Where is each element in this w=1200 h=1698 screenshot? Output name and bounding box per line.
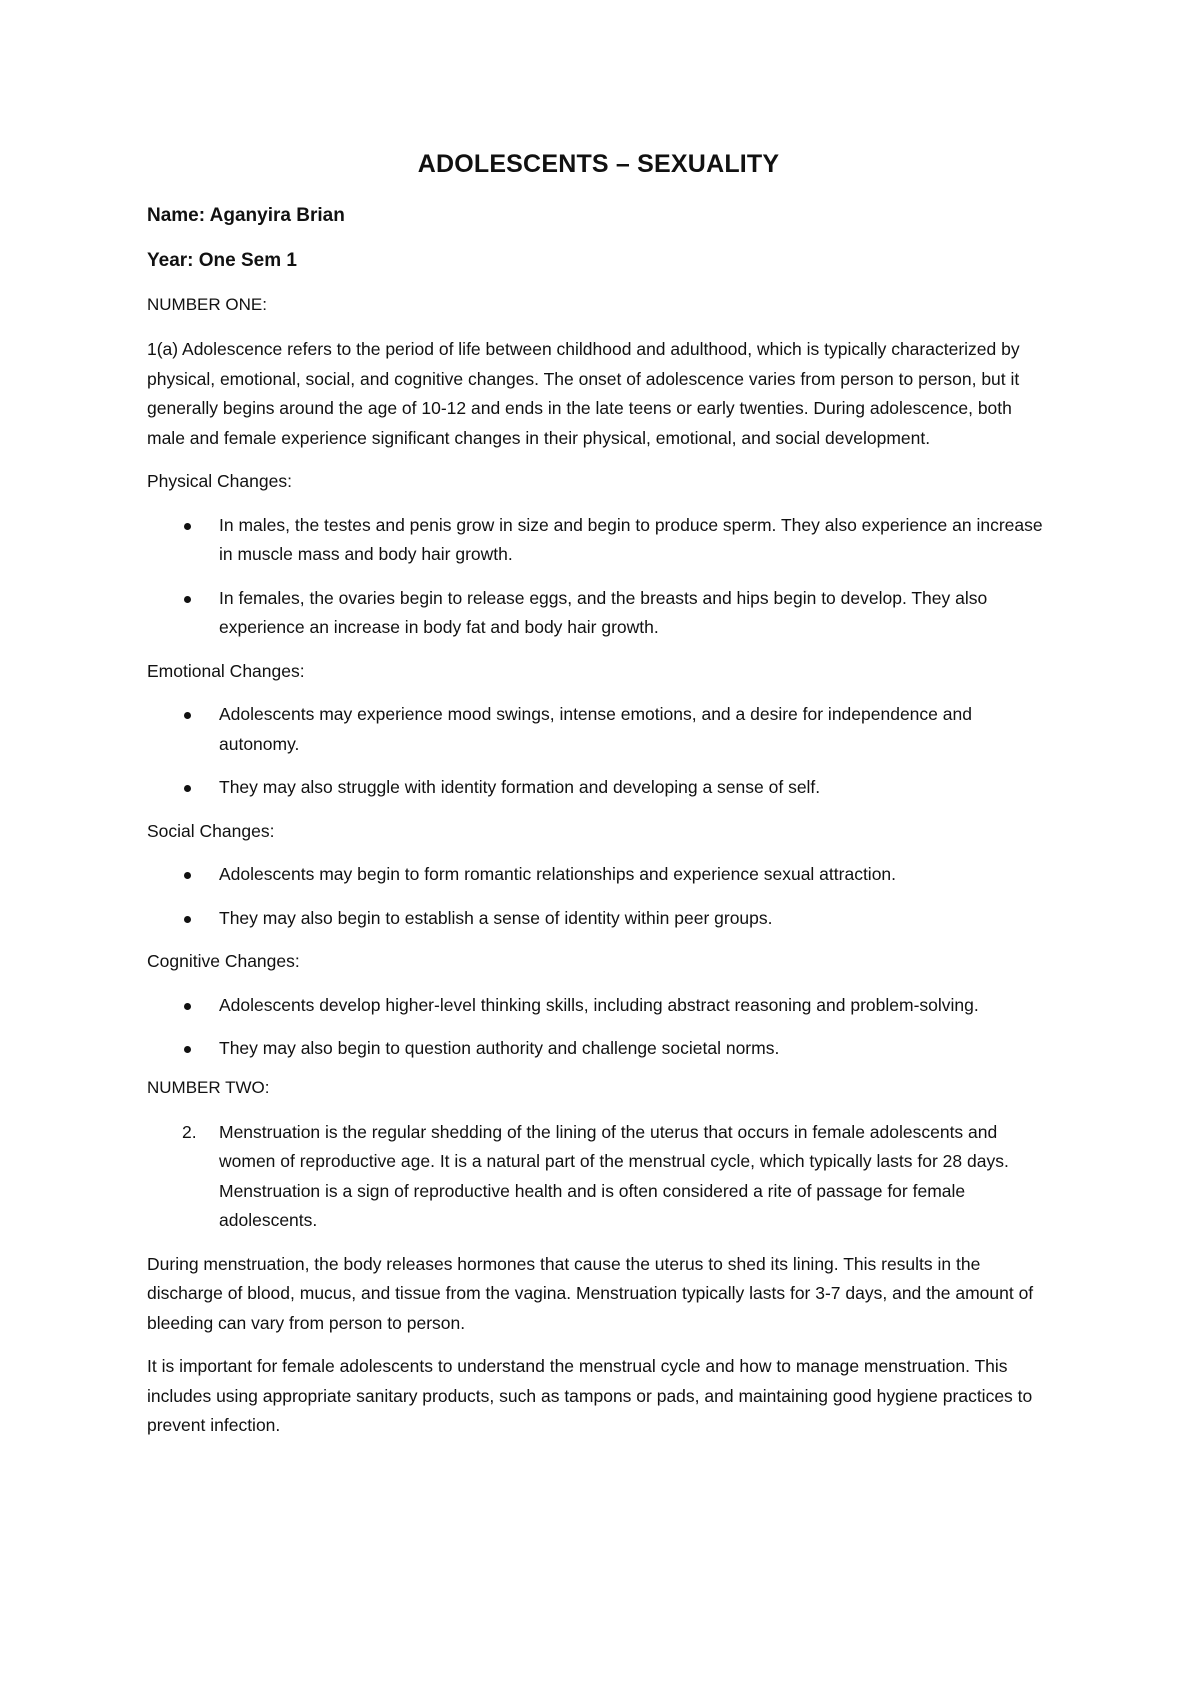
- list-item: [147, 860, 1050, 890]
- year-value: One Sem 1: [198, 250, 297, 271]
- bullet-icon: [184, 916, 191, 923]
- bullet-icon: [184, 523, 191, 530]
- group-heading-social: Social Changes:: [147, 820, 275, 841]
- list-item: [147, 584, 1050, 643]
- name-label: Name:: [147, 205, 206, 226]
- bullet-list-emotional: [147, 700, 1050, 803]
- numbered-list: [147, 1118, 1050, 1236]
- bullet-icon: [184, 712, 191, 719]
- bullet-list-social: [147, 860, 1050, 933]
- year-label: Year:: [147, 250, 194, 271]
- list-item-text: Adolescents may begin to form romantic relationships and experience sexual attraction.: [219, 864, 897, 884]
- list-item: [147, 991, 1050, 1021]
- bullet-icon: [184, 1046, 191, 1053]
- bullet-list-physical: [147, 511, 1050, 643]
- list-item-text: They may also begin to question authority and challenge societal norms.: [219, 1038, 780, 1058]
- section-one-heading: NUMBER ONE:: [147, 295, 267, 314]
- list-item-text: They may also begin to establish a sense of identity within peer groups.: [219, 907, 773, 928]
- list-item: [147, 511, 1050, 570]
- list-item-text: In females, the ovaries begin to release eggs, and the breasts and hips begin to develop. They also experience an increase in body fat and body hair growth.: [219, 587, 988, 637]
- list-item: [147, 1034, 1050, 1064]
- list-item: [147, 700, 1050, 759]
- bullet-icon: [184, 872, 191, 879]
- group-heading-cognitive: Cognitive Changes:: [147, 951, 300, 971]
- bullet-icon: [184, 785, 191, 792]
- list-item: [147, 1118, 1050, 1236]
- group-heading-physical: Physical Changes:: [147, 471, 292, 491]
- group-heading-emotional: Emotional Changes:: [147, 660, 305, 681]
- section-one-intro: 1(a) Adolescence refers to the period of life between childhood and adulthood, which is typically characterized by physical, emotional, social, and cognitive changes. The onset of adolescence varies from person to person, but it generally begins around the age of 10-12 and ends in the late teens or early twenties. During adolescence, both male and female experience significant changes in their physical, emotional, and social development.: [147, 339, 1020, 448]
- section-two-paragraph: During menstruation, the body releases hormones that cause the uterus to shed its lining. This results in the discharge of blood, mucus, and tissue from the vagina. Menstruation typically lasts for 3-7 days, and the amount of bleeding can vary from person to person.: [147, 1253, 1034, 1333]
- list-item: [147, 773, 1050, 803]
- list-item-text: Adolescents may experience mood swings, intense emotions, and a desire for independence and autonomy.: [219, 704, 972, 754]
- list-number: 2.: [182, 1121, 197, 1142]
- list-item: [147, 904, 1050, 934]
- name-value: Aganyira Brian: [209, 205, 345, 226]
- student-year: [147, 250, 1050, 272]
- student-name: [147, 205, 1050, 227]
- section-two-heading: NUMBER TWO:: [147, 1077, 270, 1097]
- bullet-list-cognitive: [147, 991, 1050, 1064]
- list-item-text: Menstruation is the regular shedding of the lining of the uterus that occurs in female adolescents and women of reproductive age. It is a natural part of the menstrual cycle, which typically lasts for 28 days. Menstruation is a sign of reproductive health and is often considered a rite of passage for female adolescents.: [219, 1121, 1009, 1230]
- bullet-icon: [184, 596, 191, 603]
- list-item-text: Adolescents develop higher-level thinking skills, including abstract reasoning and problem-solving.: [219, 994, 979, 1015]
- document-title: ADOLESCENTS – SEXUALITY: [417, 150, 780, 178]
- list-item-text: In males, the testes and penis grow in size and begin to produce sperm. They also experience an increase in muscle mass and body hair growth.: [219, 514, 1043, 564]
- section-two-paragraph: It is important for female adolescents to understand the menstrual cycle and how to manage menstruation. This includes using appropriate sanitary products, such as tampons or pads, and maintaining good hygiene practices to prevent infection.: [147, 1356, 1033, 1435]
- bullet-icon: [184, 1003, 191, 1010]
- list-item-text: They may also struggle with identity formation and developing a sense of self.: [219, 777, 821, 797]
